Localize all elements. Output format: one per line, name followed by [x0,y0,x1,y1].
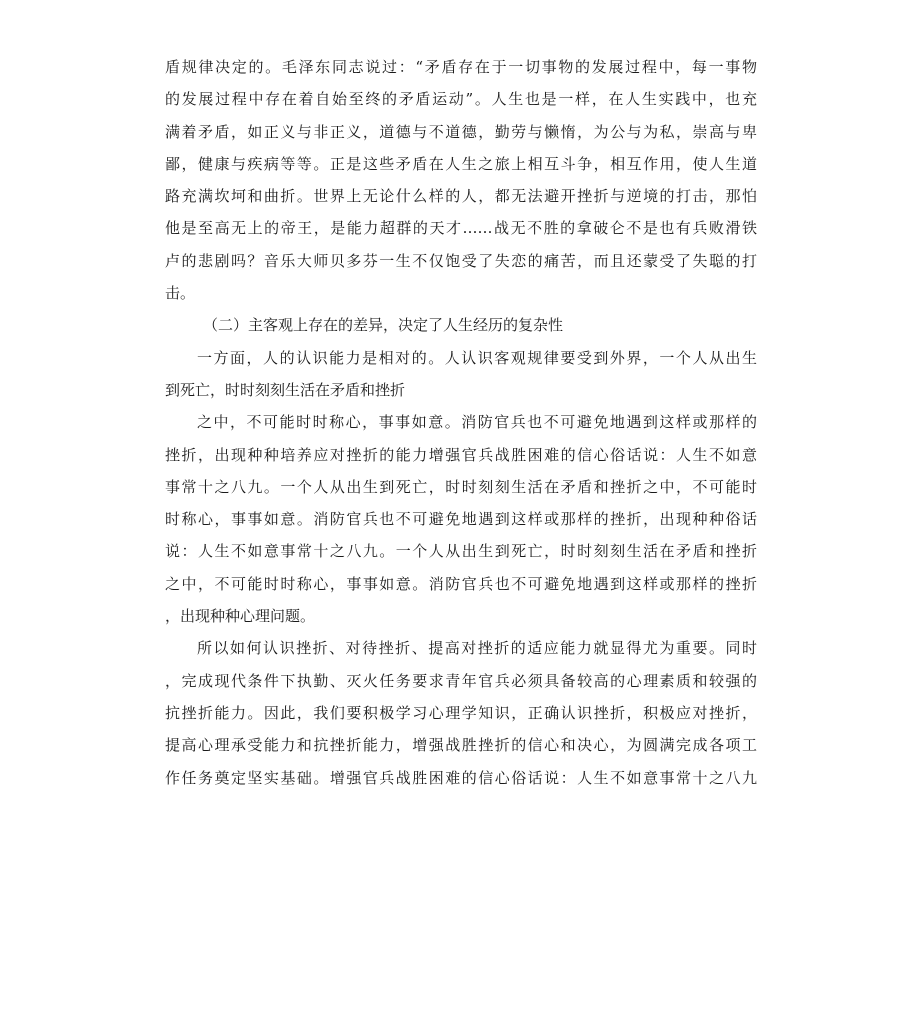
text-line: 到死亡，时时刻刻生活在矛盾和挫折 [165,380,406,399]
section-heading: （二）主客观上存在的差异，决定了人生经历的复杂性 [203,316,564,335]
text-line: 他是至高无上的帝王，是能力超群的天才……战无不胜的拿破仑不是也有兵败滑铁 [165,219,757,238]
document-body [165,51,757,794]
text-line: 提高心理承受能力和抗挫折能力，增强战胜挫折的信心和决心，为圆满完成各项工 [165,736,757,755]
text-line: 之中，不可能时时称心，事事如意。消防官兵也不可避免地遇到这样或那样的挫折 [165,574,757,593]
text-line: 时称心，事事如意。消防官兵也不可避免地遇到这样或那样的挫折，出现种种俗话 [165,510,757,529]
text-line: 所以如何认识挫折、对待挫折、提高对挫折的适应能力就显得尤为重要。同时 [197,639,757,658]
text-line: 卢的悲剧吗？音乐大师贝多芬一生不仅饱受了失恋的痛苦，而且还蒙受了失聪的打 [165,251,757,270]
text-line: 路充满坎坷和曲折。世界上无论什么样的人，都无法避开挫折与逆境的打击，那怕 [165,187,757,206]
text-line: 鄙，健康与疾病等等。正是这些矛盾在人生之旅上相互斗争，相互作用，使人生道 [165,154,757,173]
text-line: 说：人生不如意事常十之八九。一个人从出生到死亡，时时刻刻生活在矛盾和挫折 [165,542,757,561]
text-line: 挫折，出现种种培养应对挫折的能力增强官兵战胜困难的信心俗话说：人生不如意 [165,445,757,464]
text-line: 抗挫折能力。因此，我们要积极学习心理学知识，正确认识挫折，积极应对挫折， [165,703,757,722]
text-line: 事常十之八九。一个人从出生到死亡，时时刻刻生活在矛盾和挫折之中，不可能时 [165,477,757,496]
text-line: 盾规律决定的。毛泽东同志说过：“矛盾存在于一切事物的发展过程中，每一事物 [165,58,757,76]
text-line: 击。 [165,284,196,303]
text-line: 作任务奠定坚实基础。增强官兵战胜困难的信心俗话说：人生不如意事常十之八九 [165,768,757,787]
text-line: ，完成现代条件下执勤、灭火任务要求青年官兵必须具备较高的心理素质和较强的 [165,671,757,690]
text-line: 满着矛盾，如正义与非正义，道德与不道德，勤劳与懒惰，为公与为私，崇高与卑 [165,122,757,141]
text-line: 的发展过程中存在着自始至终的矛盾运动”。人生也是一样，在人生实践中，也充 [165,90,757,109]
text-line: 之中，不可能时时称心，事事如意。消防官兵也不可避免地遇到这样或那样的 [197,413,757,432]
text-line: ，出现种种心理问题。 [165,607,316,626]
text-line: 一方面，人的认识能力是相对的。人认识客观规律要受到外界，一个人从出生 [197,348,757,367]
